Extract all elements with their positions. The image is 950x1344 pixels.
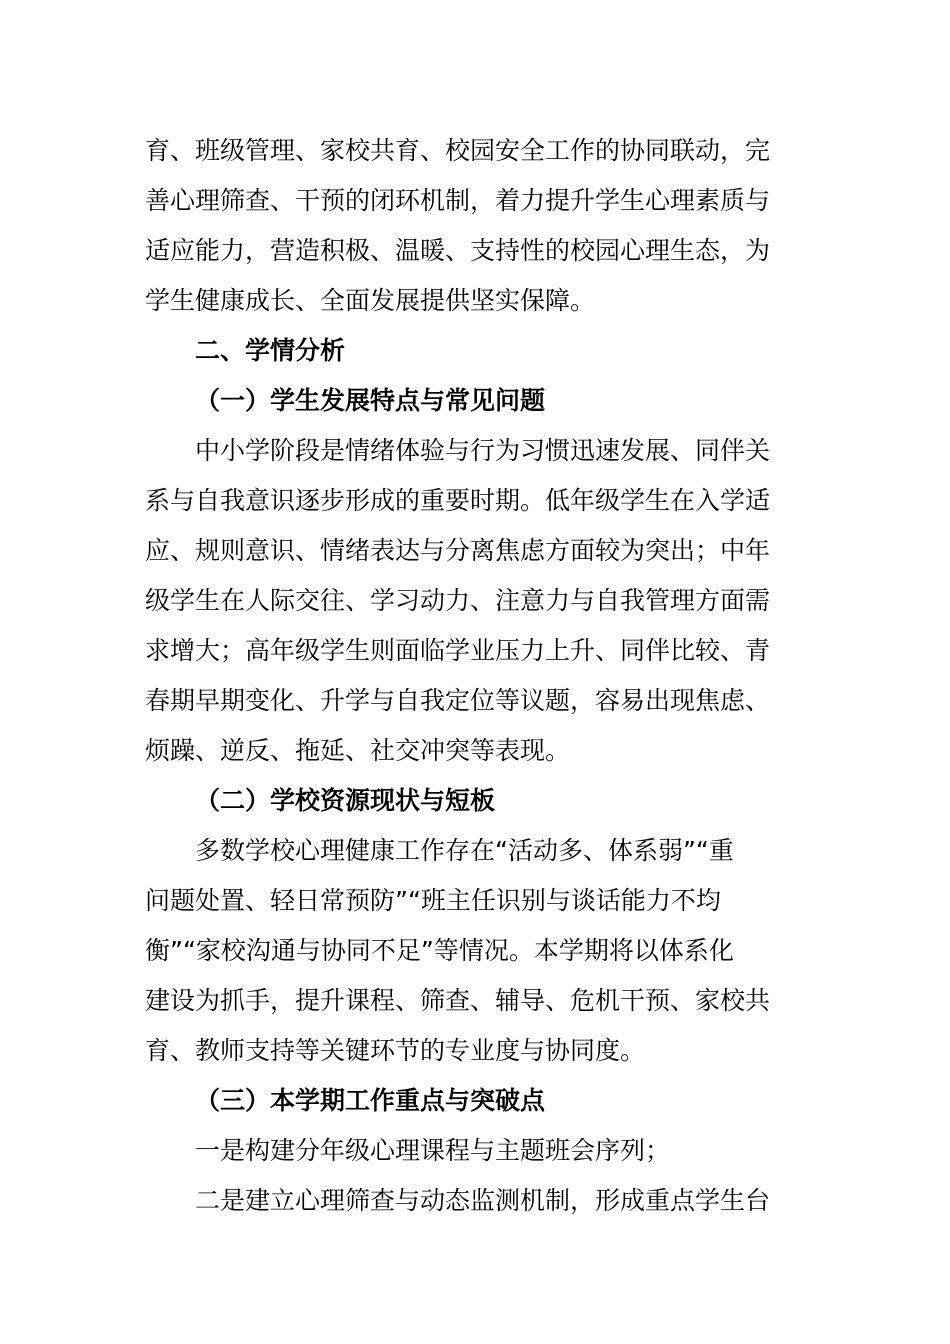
paragraph-line: 善心理筛查、干预的闭环机制，着力提升学生心理素质与 xyxy=(145,186,771,215)
paragraph-line: 烦躁、逆反、拖延、社交冲突等表现。 xyxy=(145,736,571,765)
paragraph-line: 二是建立心理筛查与动态监测机制，形成重点学生台 xyxy=(195,1186,771,1215)
paragraph-line: 一是构建分年级心理课程与主题班会序列； xyxy=(195,1136,671,1165)
subsection-heading: （一）学生发展特点与常见问题 xyxy=(195,386,546,415)
paragraph-line: 春期早期变化、升学与自我定位等议题，容易出现焦虑、 xyxy=(145,686,771,715)
section-heading: 二、学情分析 xyxy=(195,336,346,365)
paragraph-line: 建设为抓手，提升课程、筛查、辅导、危机干预、家校共 xyxy=(145,986,771,1015)
paragraph-line: 应、规则意识、情绪表达与分离焦虑方面较为突出；中年 xyxy=(145,536,771,565)
paragraph-line: 中小学阶段是情绪体验与行为习惯迅速发展、同伴关 xyxy=(195,436,771,465)
paragraph-line: 多数学校心理健康工作存在“活动多、体系弱”“重 xyxy=(195,836,734,865)
subsection-heading: （三）本学期工作重点与突破点 xyxy=(195,1086,546,1115)
paragraph-line: 适应能力，营造积极、温暖、支持性的校园心理生态，为 xyxy=(145,236,771,265)
paragraph-line: 育、班级管理、家校共育、校园安全工作的协同联动，完 xyxy=(145,136,771,165)
paragraph-line: 学生健康成长、全面发展提供坚实保障。 xyxy=(145,286,596,315)
paragraph-line: 衡”“家校沟通与协同不足”等情况。本学期将以体系化 xyxy=(145,936,734,965)
paragraph-line: 级学生在人际交往、学习动力、注意力与自我管理方面需 xyxy=(145,586,771,615)
paragraph-line: 系与自我意识逐步形成的重要时期。低年级学生在入学适 xyxy=(145,486,771,515)
paragraph-line: 问题处置、轻日常预防”“班主任识别与谈话能力不均 xyxy=(145,886,721,915)
paragraph-line: 求增大；高年级学生则面临学业压力上升、同伴比较、青 xyxy=(145,636,771,665)
subsection-heading: （二）学校资源现状与短板 xyxy=(195,786,496,815)
paragraph-line: 育、教师支持等关键环节的专业度与协同度。 xyxy=(145,1036,646,1065)
